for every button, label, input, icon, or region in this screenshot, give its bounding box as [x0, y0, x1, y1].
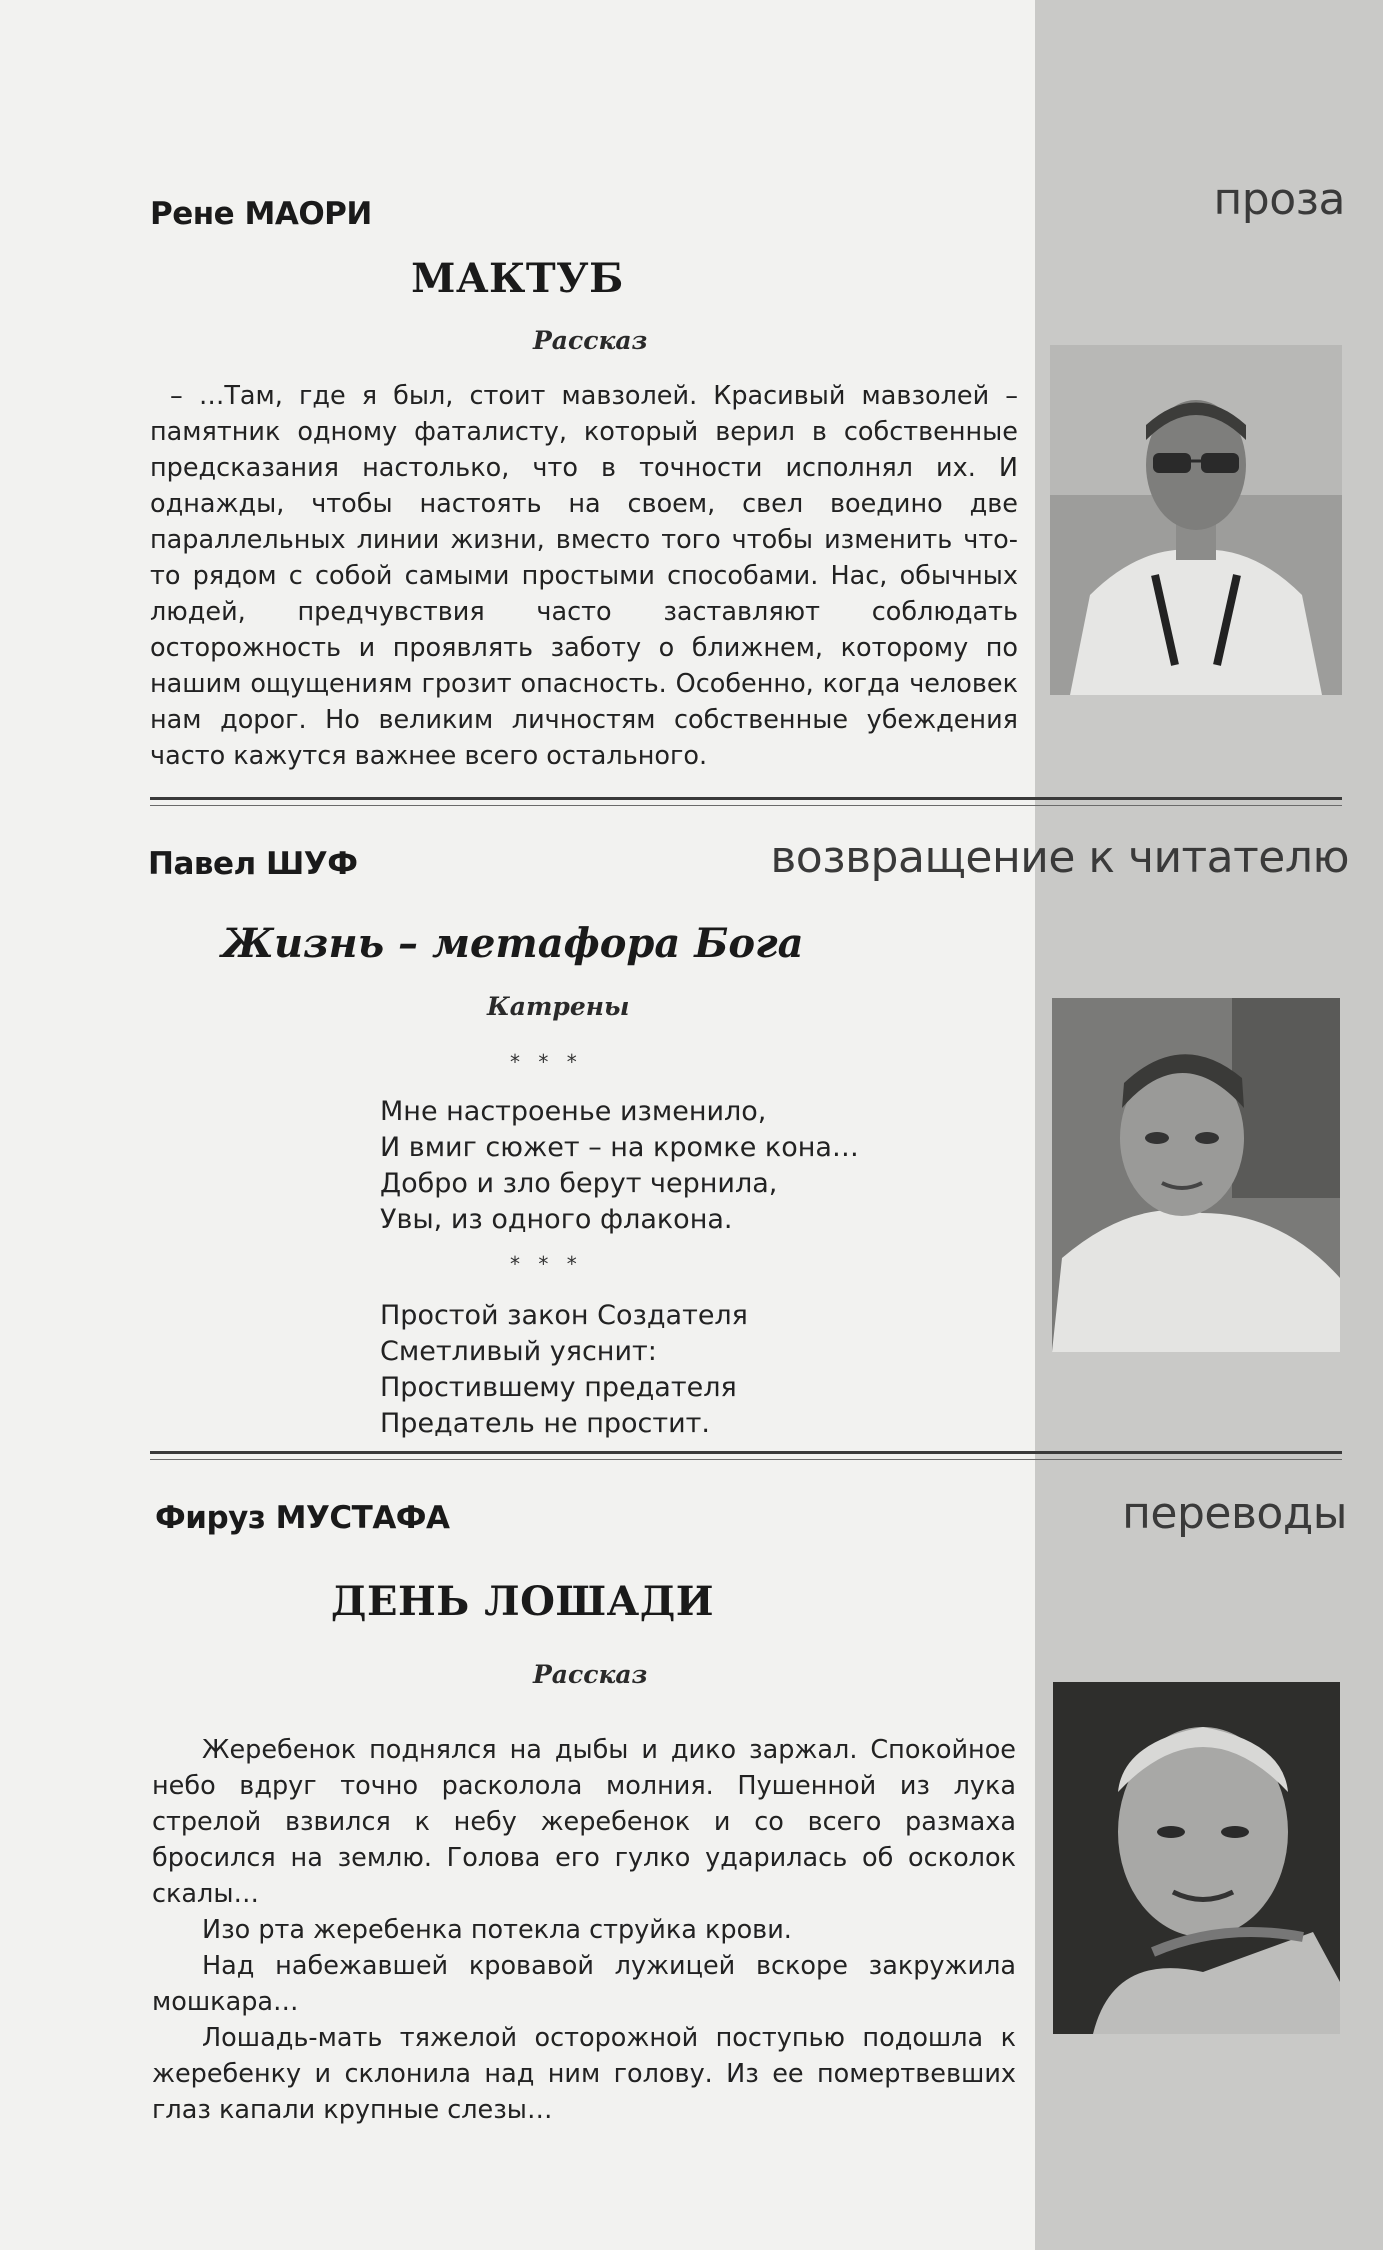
excerpt-paragraph: Изо рта жеребенка потекла струйка крови.: [202, 1915, 792, 1945]
verse-line: И вмиг сюжет – на кромке кона…: [380, 1132, 859, 1163]
verse-line: Простой закон Создателя: [380, 1300, 748, 1331]
excerpt-paragraph: – …Там, где я был, стоит мавзолей. Красивый мавзолей – памятник одному фаталисту, который верил в собственные предсказания настолько, что в точности исполнял их. И однажды, чтобы настоять на своем, свел воедино две параллельных линии жизни, вместо того чтобы изменить что-то рядом с собой самыми простыми способами. Нас, обычных людей, предчувствия часто заставляют соблюдать осторожность и проявлять заботу о ближнем, которому по нашим ощущениям грозит опасность. Особенно, когда человек нам дорог. Но великим личностям собственные убеждения часто кажутся важнее всего остального.: [150, 381, 1018, 771]
excerpt-paragraph: Над набежавшей кровавой лужицей вскоре закружила мошкара…: [152, 1951, 1016, 2017]
verse-line: Предатель не простит.: [380, 1408, 710, 1439]
excerpt-paragraph: Жеребенок поднялся на дыбы и дико заржал. Спокойное небо вдруг точно расколола молния. Пушенной из лука стрелой взвился к небу жеребенок и со всего размаха бросился на землю. Голова его гулко ударилась об осколок скалы…: [152, 1735, 1016, 1909]
verse-line: Простившему предателя: [380, 1372, 737, 1403]
genre-label: Рассказ: [533, 1660, 648, 1689]
genre-label: Рассказ: [533, 326, 648, 355]
rubric-label: возвращение к читателю: [770, 832, 1349, 883]
rubric-label: переводы: [1122, 1488, 1347, 1539]
verse-line: Добро и зло берут чернила,: [380, 1168, 778, 1199]
excerpt-paragraph: Лошадь-мать тяжелой осторожной поступью подошла к жеребенку и склонила над ним голову. Из ее помертвевших глаз капали крупные слезы…: [152, 2023, 1016, 2125]
rubric-label: проза: [1213, 174, 1345, 225]
stanza-separator: * * *: [510, 1050, 583, 1074]
stanza-separator: * * *: [510, 1252, 583, 1276]
story-title: МАКТУБ: [411, 255, 624, 302]
poem-title: Жизнь – метафора Бога: [221, 920, 804, 967]
story-title: ДЕНЬ ЛОШАДИ: [330, 1578, 715, 1625]
verse-line: Мне настроенье изменило,: [380, 1096, 767, 1127]
portrait-gray-haired-man-image: [1053, 1682, 1340, 2034]
author-photo: [1053, 1682, 1340, 2034]
verse-line: Сметливый уяснит:: [380, 1336, 657, 1367]
author-name: Павел ШУФ: [148, 846, 358, 882]
verse-line: Увы, из одного флакона.: [380, 1204, 733, 1235]
author-name: Фируз МУСТАФА: [155, 1500, 450, 1536]
genre-label: Катрены: [487, 992, 630, 1021]
story-excerpt: [152, 1732, 1016, 2128]
author-name: Рене МАОРИ: [150, 196, 372, 232]
